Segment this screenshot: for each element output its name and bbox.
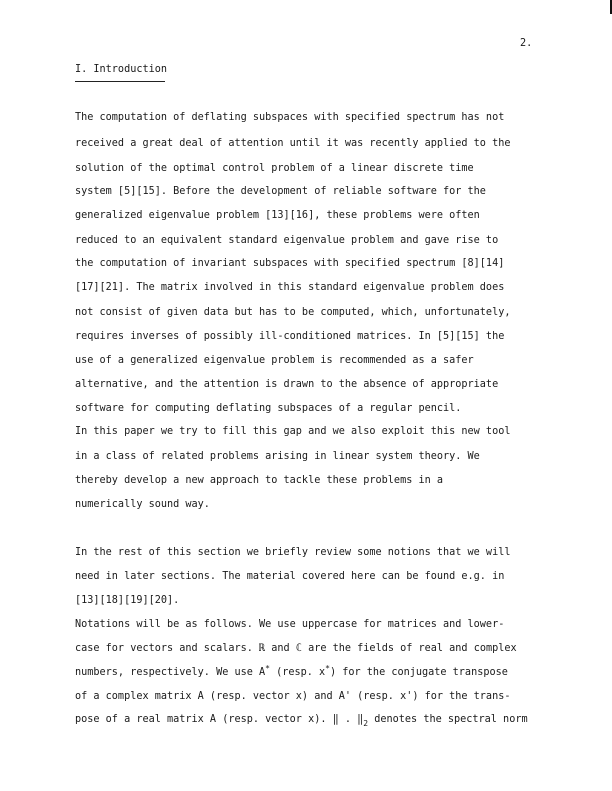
text-span: case for vectors and scalars.: [75, 643, 260, 654]
text-line: numerically sound way.: [75, 499, 210, 510]
text-line: alternative, and the attention is drawn to the absence of appropriate: [75, 379, 499, 390]
norm-subscript: 2: [363, 719, 369, 728]
text-line: of a complex matrix A (resp. vector x) and A' (resp. x') for the trans-: [75, 691, 511, 702]
text-line: generalized eigenvalue problem [13][16], these problems were often: [75, 210, 480, 221]
page-number: 2.: [520, 38, 533, 49]
superscript-star: *: [265, 664, 270, 673]
text-span: numbers, respectively. We use A: [75, 667, 266, 678]
norm-bar: ‖: [357, 714, 364, 725]
real-field-symbol: ℝ: [259, 643, 266, 654]
text-line: In the rest of this section we briefly review some notions that we will: [75, 547, 511, 558]
text-line: the computation of invariant subspaces with specified spectrum [8][14]: [75, 258, 505, 269]
text-line: received a great deal of attention until it was recently applied to the: [75, 138, 511, 149]
text-line: need in later sections. The material covered here can be found e.g. in: [75, 571, 505, 582]
text-line-norm: [75, 714, 528, 726]
text-line: solution of the optimal control problem of a linear discrete time: [75, 163, 474, 174]
text-line: In this paper we try to fill this gap and we also exploit this new tool: [75, 426, 511, 437]
text-line: in a class of related problems arising in linear system theory. We: [75, 451, 480, 462]
text-span: .: [338, 714, 358, 725]
text-line: software for computing deflating subspaces of a regular pencil.: [75, 403, 462, 414]
text-line-fields: [75, 643, 517, 655]
text-line: thereby develop a new approach to tackle these problems in a: [75, 475, 444, 486]
heading-underline: [75, 81, 165, 82]
text-line: [13][18][19][20].: [75, 595, 180, 606]
text-span: and: [265, 643, 296, 654]
text-line: requires inverses of possibly ill-conditioned matrices. In [5][15] the: [75, 331, 505, 342]
text-span: (resp. x: [269, 667, 326, 678]
text-span: denotes the spectral norm: [368, 714, 528, 725]
text-line: not consist of given data but has to be computed, which, unfortunately,: [75, 307, 511, 318]
text-line-conjugate: [75, 664, 508, 679]
text-line: Notations will be as follows. We use uppercase for matrices and lower-: [75, 619, 505, 630]
norm-bar: ‖: [332, 714, 339, 725]
complex-field-symbol: ℂ: [295, 643, 302, 654]
text-line: The computation of deflating subspaces with specified spectrum has not: [75, 112, 505, 123]
text-span: pose of a real matrix A (resp. vector x).: [75, 714, 333, 725]
section-heading: I. Introduction: [75, 64, 168, 75]
text-line: reduced to an equivalent standard eigenvalue problem and gave rise to: [75, 235, 499, 246]
text-line: system [5][15]. Before the development of reliable software for the: [75, 186, 486, 197]
text-line: use of a generalized eigenvalue problem is recommended as a safer: [75, 355, 474, 366]
superscript-star: *: [325, 664, 330, 673]
text-span: are the fields of real and complex: [301, 643, 517, 654]
text-line: [17][21]. The matrix involved in this standard eigenvalue problem does: [75, 282, 505, 293]
text-span: ) for the conjugate transpose: [330, 667, 508, 678]
